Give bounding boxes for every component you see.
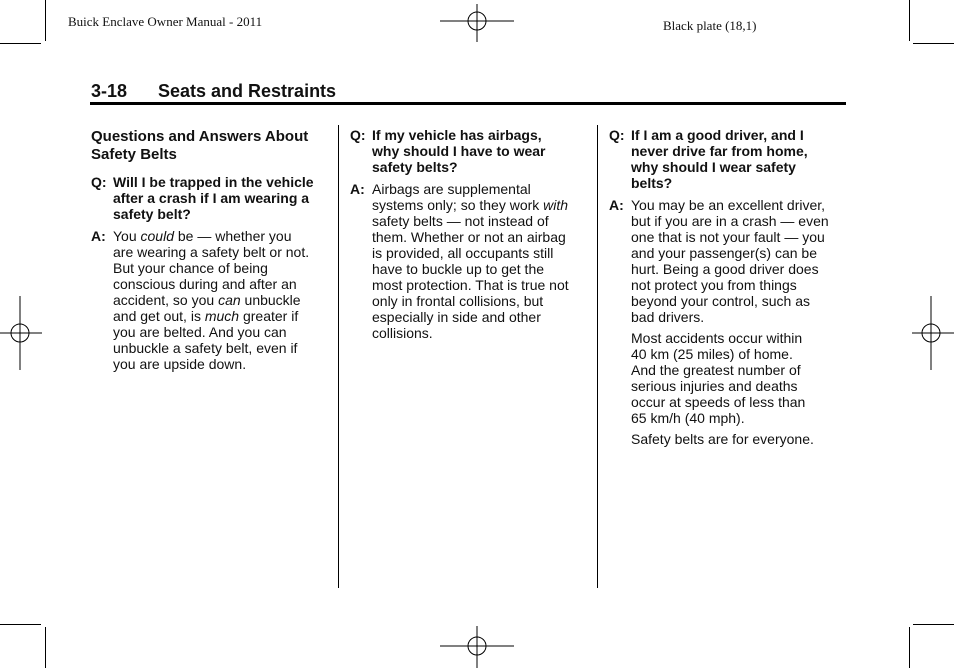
section-number: 3-18 xyxy=(91,81,128,101)
question: Q: Will I be trapped in the vehicle after a crash if I am wearing a safety belt? xyxy=(91,174,314,222)
crop-mark xyxy=(909,0,910,41)
running-header-title: Buick Enclave Owner Manual - 2011 xyxy=(68,14,263,29)
answer: A: You may be an excellent driver, but if you are in a crash — even one that is not your fault — you and your passenger(s) can be hurt. Being a good driver does not protect you from things beyond your control, such as bad drivers. xyxy=(609,197,829,325)
plate-label: Black plate (18,1) xyxy=(663,18,757,33)
registration-mark-icon xyxy=(0,296,42,370)
answer-tag: A: xyxy=(350,181,365,197)
column-divider xyxy=(338,125,339,588)
answer-tag: A: xyxy=(91,228,106,244)
answer: A: Airbags are supplemental systems only; so they work with safety belts — not instead of them. Whether or not an airbag is provided, all occupants still have to buckle up to get the most protection. That is true not only in frontal collisions, but especially in side and other collisions. xyxy=(350,181,569,341)
question-tag: Q: xyxy=(609,127,625,143)
registration-mark-icon xyxy=(440,626,514,668)
section-title: Seats and Restraints xyxy=(158,81,337,101)
crop-mark xyxy=(909,627,910,668)
title-rule xyxy=(90,102,846,105)
answer: A: You could be — whether you are wearing a safety belt or not. But your chance of being conscious during and after an accident, so you can unbuckle and get out, is much greater if you are belted. And you can unbuckle a safety belt, even if you are upside down. xyxy=(91,228,310,372)
registration-mark-icon xyxy=(912,296,954,370)
answer-tag: A: xyxy=(609,197,624,213)
subsection-heading: Questions and Answers About Safety Belts xyxy=(91,128,309,163)
column-2 xyxy=(350,127,590,341)
crop-mark xyxy=(45,627,46,668)
question: Q: If I am a good driver, and I never drive far from home, why should I wear safety belts? xyxy=(609,127,808,191)
crop-mark xyxy=(913,43,954,44)
crop-mark xyxy=(0,624,41,625)
column-3 xyxy=(609,127,849,447)
question-tag: Q: xyxy=(91,174,107,190)
crop-mark xyxy=(0,43,41,44)
question: Q: If my vehicle has airbags, why should I have to wear safety belts? xyxy=(350,127,546,175)
crop-mark xyxy=(913,624,954,625)
crop-mark xyxy=(45,0,46,41)
question-tag: Q: xyxy=(350,127,366,143)
answer-paragraph: Safety belts are for everyone. xyxy=(631,431,814,447)
column-divider xyxy=(597,125,598,588)
answer-paragraph: Most accidents occur within 40 km (25 miles) of home. And the greatest number of serious injuries and deaths occur at speeds of less than 65 km/h (40 mph). xyxy=(631,330,806,426)
column-1 xyxy=(91,128,331,372)
registration-mark-icon xyxy=(440,4,514,42)
